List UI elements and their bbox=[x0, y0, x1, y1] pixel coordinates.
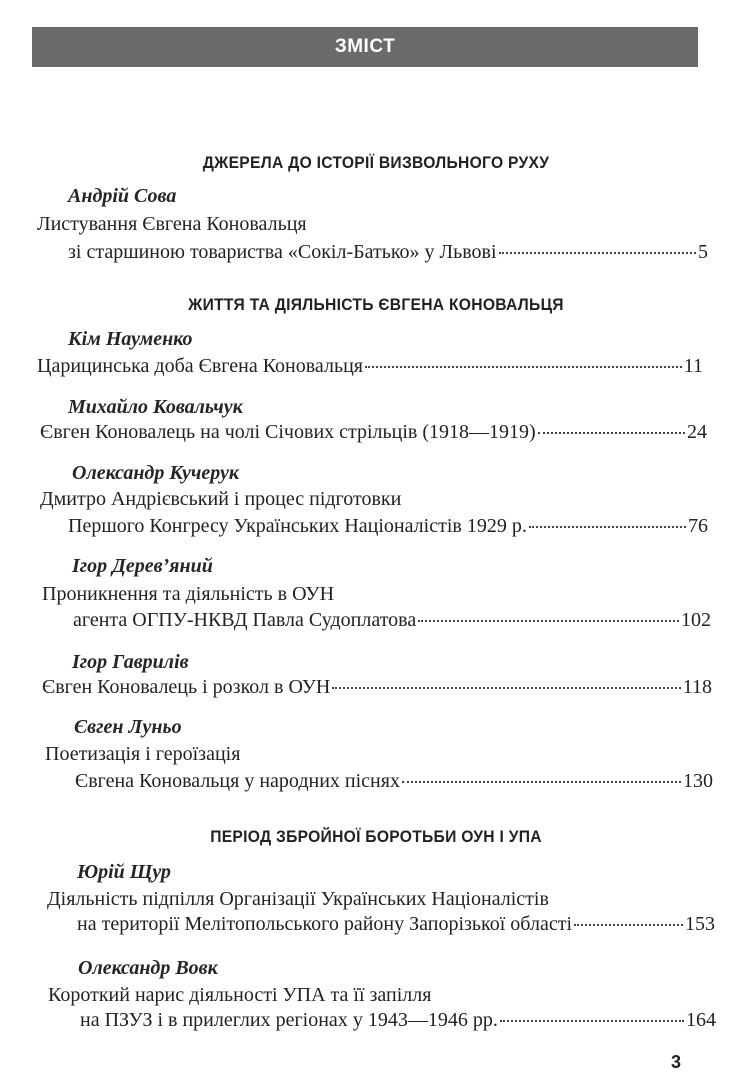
dot-leader bbox=[402, 781, 681, 783]
contents-header-bar bbox=[32, 27, 698, 67]
section-title-life: ЖИТТЯ ТА ДІЯЛЬНІСТЬ ЄВГЕНА КОНОВАЛЬЦЯ bbox=[188, 295, 564, 314]
page-number: 3 bbox=[671, 1052, 682, 1072]
toc-entry[interactable] bbox=[40, 421, 707, 444]
toc-entry-line: Проникнення та діяльність в ОУН bbox=[42, 583, 335, 605]
toc-page-number: 24 bbox=[687, 421, 707, 443]
toc-page-number: 102 bbox=[681, 609, 711, 631]
toc-entry[interactable] bbox=[68, 241, 708, 264]
toc-entry[interactable] bbox=[37, 355, 703, 378]
toc-page-number: 5 bbox=[698, 241, 708, 263]
toc-entry-title: Євген Коновалець на чолі Січових стрільців (1918—1919) bbox=[40, 421, 536, 443]
toc-page-number: 76 bbox=[688, 515, 708, 537]
toc-entry[interactable] bbox=[80, 1009, 716, 1032]
toc-entry-line: Короткий нарис діяльності УПА та її запілля bbox=[48, 984, 432, 1006]
toc-author: Юрій Щур bbox=[77, 861, 171, 883]
toc-entry[interactable] bbox=[68, 515, 708, 538]
toc-entry[interactable] bbox=[73, 609, 711, 632]
dot-leader bbox=[418, 620, 679, 622]
toc-entry-title: Першого Конгресу Українських Націоналістів 1929 р. bbox=[68, 515, 527, 537]
toc-entry-line: Листування Євгена Коновальця bbox=[37, 213, 307, 235]
toc-author: Олександр Вовк bbox=[78, 957, 218, 979]
section-title-armed-struggle: ПЕРІОД ЗБРОЙНОЇ БОРОТЬБИ ОУН І УПА bbox=[210, 827, 542, 846]
toc-entry-title: зі старшиною товариства «Сокіл-Батько» у Львові bbox=[68, 241, 497, 263]
toc-author: Михайло Ковальчук bbox=[68, 396, 243, 418]
toc-page-number: 118 bbox=[682, 676, 712, 698]
toc-author: Олександр Кучерук bbox=[72, 462, 240, 484]
toc-entry-title: агента ОГПУ-НКВД Павла Судоплатова bbox=[73, 609, 417, 631]
toc-page-number: 153 bbox=[685, 913, 715, 935]
contents-title: ЗМІСТ bbox=[334, 36, 396, 57]
dot-leader bbox=[499, 252, 696, 254]
dot-leader bbox=[574, 924, 683, 926]
toc-entry-line: Дмитро Андрієвський і процес підготовки bbox=[40, 488, 402, 510]
toc-author: Євген Луньо bbox=[74, 716, 182, 738]
toc-entry-line: Діяльність підпілля Організації Українських Націоналістів bbox=[47, 888, 549, 910]
toc-author: Кім Науменко bbox=[68, 328, 193, 350]
dot-leader bbox=[500, 1020, 684, 1022]
dot-leader bbox=[332, 687, 680, 689]
toc-entry[interactable] bbox=[77, 913, 715, 936]
toc-author: Андрій Сова bbox=[68, 185, 177, 207]
toc-entry-title: Євгена Коновальця у народних піснях bbox=[75, 770, 400, 792]
toc-entry[interactable] bbox=[42, 676, 712, 699]
dot-leader bbox=[538, 432, 685, 434]
toc-page-number: 164 bbox=[686, 1009, 716, 1031]
toc-entry-title: на території Мелітопольського району Запорізької області bbox=[77, 913, 573, 935]
toc-author: Ігор Дерев’яний bbox=[72, 555, 213, 577]
dot-leader bbox=[529, 526, 686, 528]
toc-author: Ігор Гаврилів bbox=[72, 651, 189, 673]
toc-page-number: 130 bbox=[683, 770, 713, 792]
toc-entry[interactable] bbox=[75, 770, 713, 793]
section-title-sources: ДЖЕРЕЛА ДО ІСТОРІЇ ВИЗВОЛЬНОГО РУХУ bbox=[202, 153, 550, 172]
toc-entry-line: Поетизація і героїзація bbox=[45, 743, 241, 765]
toc-entry-title: Царицинська доба Євгена Коновальця bbox=[37, 355, 363, 377]
toc-entry-title: на ПЗУЗ і в прилеглих регіонах у 1943—1946 рр. bbox=[80, 1009, 498, 1031]
toc-page-number: 11 bbox=[683, 355, 703, 377]
dot-leader bbox=[365, 366, 682, 368]
toc-entry-title: Євген Коновалець і розкол в ОУН bbox=[42, 676, 331, 698]
